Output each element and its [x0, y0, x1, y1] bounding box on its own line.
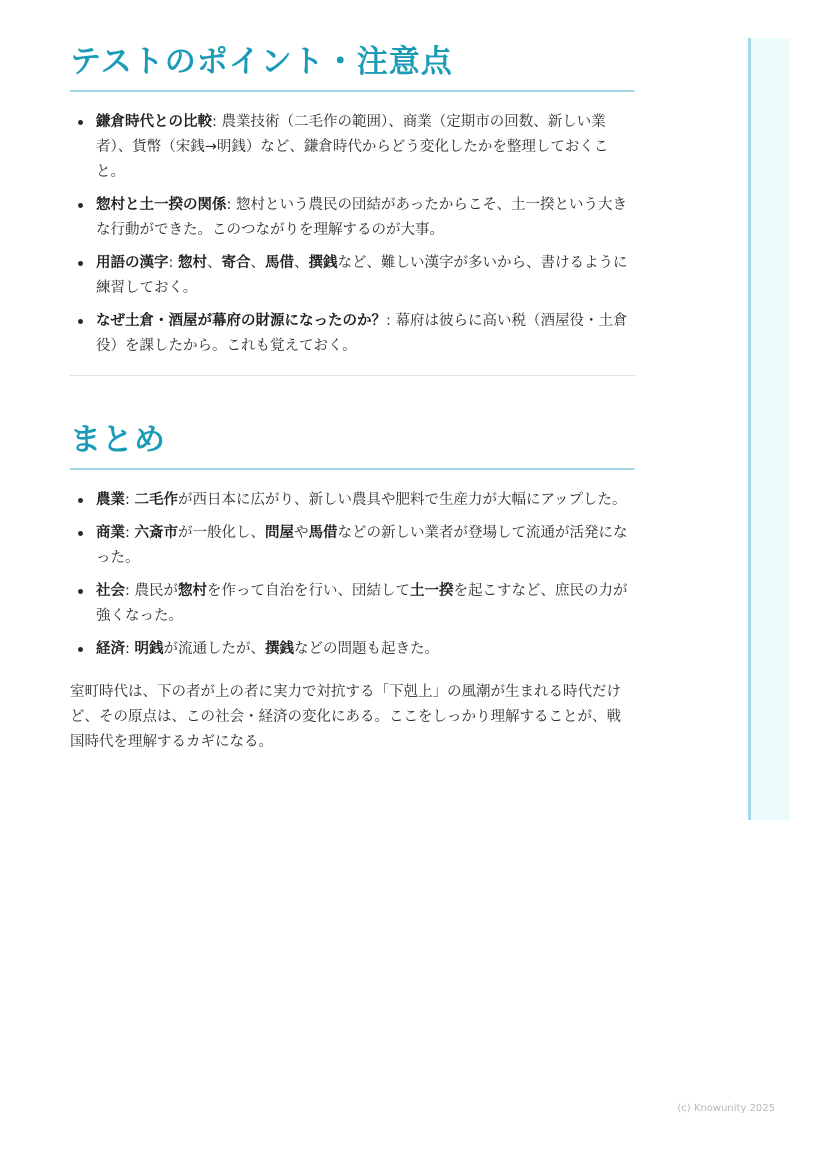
bold-term: 二毛作	[134, 492, 178, 508]
bold-term: 明銭	[134, 641, 164, 657]
list-item	[70, 193, 635, 243]
bold-term: 惣村	[178, 583, 207, 599]
bold-term: 用語の漢字	[96, 255, 169, 271]
item-text: や	[294, 525, 309, 541]
section-divider	[70, 375, 635, 376]
item-text: が西日本に広がり、新しい農具や肥料で生産力が大幅にアップした。	[178, 492, 627, 508]
item-text: : 農業技術（二毛作の範囲）、商業（定期市の回数、新しい業者）、貨幣（宋銭→明銭）など、鎌倉時代からどう変化したかを整理しておくこと。	[96, 114, 609, 180]
list-item	[70, 110, 635, 185]
item-text: を起こすなど、庶民の力が強くなった。	[96, 583, 628, 624]
bold-term: 撰銭	[265, 641, 294, 657]
list-item	[70, 521, 635, 571]
bold-term: 問屋	[265, 525, 294, 541]
item-text: : 農民が	[125, 583, 178, 599]
item-text: : 惣村という農民の団結があったからこそ、土一揆という大きな行動ができた。このつながりを理解するのが大事。	[96, 197, 628, 238]
bold-term: 惣村と土一揆の関係	[96, 197, 227, 213]
summary-list	[70, 488, 635, 662]
bold-term: 農業	[96, 492, 125, 508]
item-text: が一般化し、	[178, 525, 265, 541]
test-points-list	[70, 110, 635, 359]
list-item	[70, 309, 635, 359]
summary-paragraph: 室町時代は、下の者が上の者に実力で対抗する「下剋上」の風潮が生まれる時代だけど、その原点は、この社会・経済の変化にある。ここをしっかり理解することが、戦国時代を理解するカギになる。	[70, 684, 621, 750]
bold-term: 馬借	[265, 255, 294, 271]
copyright-footer: (c) Knowunity 2025	[677, 1103, 775, 1114]
item-text: を作って自治を行い、団結して	[207, 583, 410, 599]
bold-term: 寄合	[221, 255, 251, 271]
bold-term: 土一揆	[410, 583, 454, 599]
bold-term: 商業	[96, 525, 125, 541]
item-text: など、難しい漢字が多いから、書けるように練習しておく。	[96, 255, 628, 296]
item-text: が流通したが、	[163, 641, 265, 657]
bold-term: なぜ土倉・酒屋が幕府の財源になったのか？	[96, 313, 386, 329]
bold-term: 経済	[96, 641, 125, 657]
bold-term: 馬借	[308, 525, 338, 541]
list-item	[70, 488, 635, 513]
item-text: :	[125, 492, 135, 508]
bold-term: 惣村	[178, 255, 207, 271]
list-item	[70, 637, 635, 662]
side-panel	[748, 38, 790, 820]
list-item	[70, 251, 635, 301]
list-item	[70, 579, 635, 629]
item-text: : 幕府は彼らに高い税（酒屋役・土倉役）を課したから。これも覚えておく。	[96, 313, 628, 354]
item-text: などの新しい業者が登場して流通が活発になった。	[96, 525, 628, 566]
page-content	[70, 32, 635, 755]
bold-term: 撰銭	[308, 255, 338, 271]
bold-term: 社会	[96, 583, 125, 599]
item-text: 、	[250, 255, 265, 271]
item-text: 、	[294, 255, 309, 271]
bold-term: 鎌倉時代との比較	[96, 114, 212, 130]
item-text: 、	[207, 255, 222, 271]
summary-heading: まとめ	[70, 410, 635, 470]
item-text: :	[125, 641, 135, 657]
item-text: :	[168, 255, 178, 271]
test-points-heading: テストのポイント・注意点	[70, 32, 635, 92]
bold-term: 六斎市	[134, 525, 178, 541]
item-text: :	[125, 525, 135, 541]
item-text: などの問題も起きた。	[294, 641, 439, 657]
